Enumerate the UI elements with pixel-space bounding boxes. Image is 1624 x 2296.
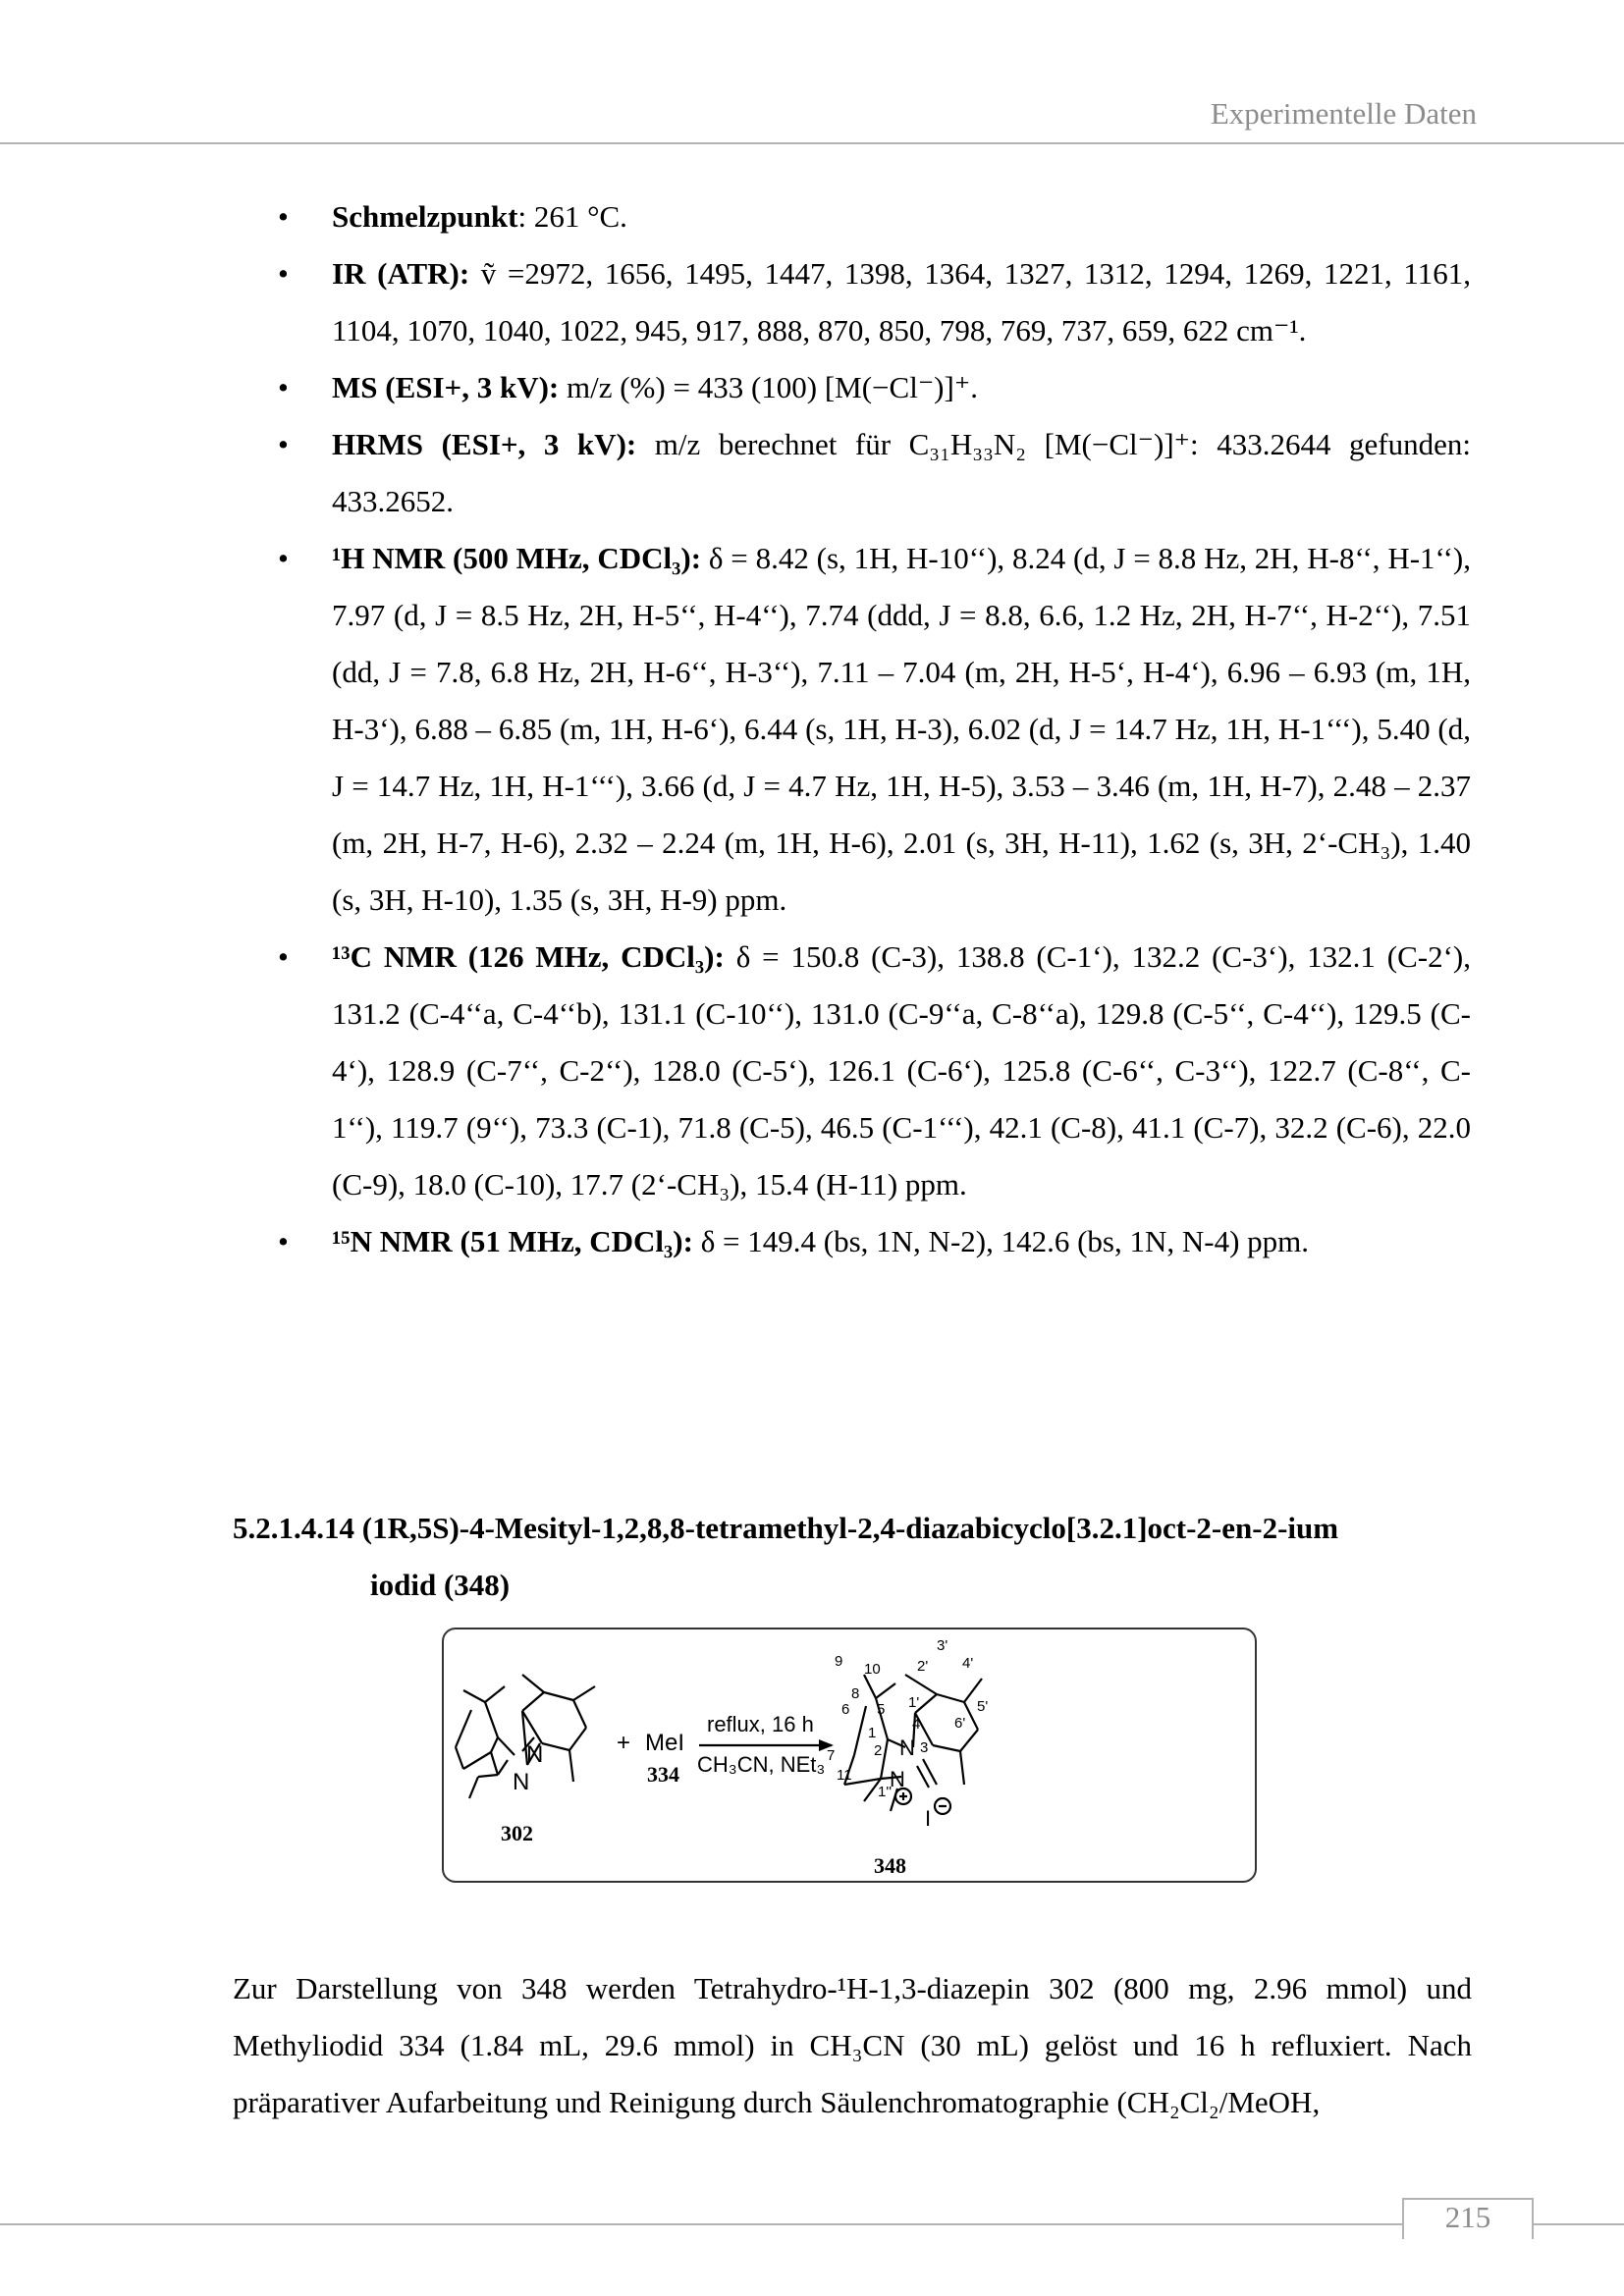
list-item-1h-nmr <box>278 530 1471 929</box>
locant-4p: 4' <box>962 1655 974 1672</box>
item-label: Schmelzpunkt <box>332 199 518 234</box>
item-label: ¹³C NMR (126 MHz, CDCl₃): <box>332 939 725 974</box>
locant-7: 7 <box>827 1747 836 1764</box>
product-atom-n4: N <box>899 1735 915 1760</box>
locant-6: 6 <box>841 1701 850 1718</box>
header-rule <box>0 142 1624 144</box>
list-item-ir <box>278 245 1471 359</box>
item-text: δ = 150.8 (C-3), 138.8 (C-1‘), 132.2 (C-3‘), 132.1 (C-2‘), 131.2 (C-4‘‘a, C-4‘‘b), 131.1 (C-10‘‘), 131.0 (C-9‘‘a, C-8‘‘a), 129.8 (C-5‘‘, C-4‘‘), 129.5 (C-4‘), 128.9 (C-7‘‘, C-2‘‘), 128.0 (C-5‘), 126.1 (C-6‘), 125.8 (C-6‘‘, C-3‘‘), 122.7 (C-8‘‘, C-1‘‘), 119.7 (9‘‘), 73.3 (C-1), 71.8 (C-5), 46.5 (C-1‘‘‘), 42.1 (C-8), 41.1 (C-7), 32.2 (C-6), 22.0 (C-9), 18.0 (C-10), 17.7 (2‘-CH₃), 15.4 (H-11) ppm. <box>332 939 1471 1201</box>
list-item-melting-point <box>278 188 1471 245</box>
reaction-scheme <box>442 1628 1257 1883</box>
locant-3: 3 <box>920 1739 929 1756</box>
locant-2p: 2' <box>917 1658 929 1675</box>
reactant-atom-n1: N <box>526 1741 544 1768</box>
reagent-id: 334 <box>647 1762 679 1787</box>
item-text: : 261 °C. <box>517 199 627 234</box>
list-item-ms <box>278 359 1471 416</box>
reagent-formula: MeI <box>645 1730 685 1756</box>
locant-1pp: 1'' <box>878 1784 893 1800</box>
item-label: ¹⁵N NMR (51 MHz, CDCl₃): <box>332 1224 693 1258</box>
procedure-paragraph: Zur Darstellung von 348 werden Tetrahydro-¹H-1,3-diazepin 302 (800 mg, 2.96 mmol) und Methyliodid 334 (1.84 mL, 29.6 mmol) in CH₃CN (30 mL) gelöst und 16 h refluxiert. Nach präparativer Aufarbeitung und Reinigung durch Säulenchromatographie (CH₂Cl₂/MeOH, <box>233 1971 1472 2119</box>
item-label: HRMS (ESI+, 3 kV): <box>332 427 637 461</box>
section-number: 5.2.1.4.14 <box>233 1511 354 1545</box>
characterization-list <box>278 188 1471 1270</box>
list-item-15n-nmr <box>278 1213 1471 1270</box>
locant-6p: 6' <box>954 1715 966 1732</box>
footer-rule <box>0 2223 1624 2225</box>
item-text: m/z (%) = 433 (100) [M(−Cl⁻)]⁺. <box>559 370 978 404</box>
locant-4: 4 <box>912 1716 921 1733</box>
product-id: 348 <box>874 1853 906 1878</box>
locant-2: 2 <box>874 1742 883 1759</box>
locant-1: 1 <box>868 1725 877 1741</box>
conditions-above: reflux, 16 h <box>707 1712 814 1736</box>
item-text: ṽ =2972, 1656, 1495, 1447, 1398, 1364, 1327, 1312, 1294, 1269, 1221, 1161, 1104, 1070, 1040, 1022, 945, 917, 888, 870, 850, 798, 769, 737, 659, 622 cm⁻¹. <box>332 256 1471 347</box>
section-heading <box>233 1500 1470 1614</box>
reaction-scheme-drawing <box>444 1629 1259 1885</box>
locant-11: 11 <box>837 1767 852 1784</box>
item-label: IR (ATR): <box>332 256 470 291</box>
locant-3p: 3' <box>937 1637 948 1654</box>
item-text: δ = 149.4 (bs, 1N, N-2), 142.6 (bs, 1N, N-4) ppm. <box>692 1224 1310 1258</box>
list-item-hrms <box>278 416 1471 530</box>
locant-1p: 1' <box>908 1694 920 1711</box>
running-head: Experimentelle Daten <box>1210 96 1477 131</box>
item-label: ¹H NMR (500 MHz, CDCl₃): <box>332 541 702 575</box>
reactant-id: 302 <box>501 1821 533 1845</box>
list-item-13c-nmr <box>278 929 1471 1213</box>
locant-10: 10 <box>864 1661 881 1678</box>
locant-5p: 5' <box>977 1698 989 1715</box>
plus-sign: + <box>617 1730 631 1756</box>
conditions-below: CH₃CN, NEt₃ <box>697 1752 826 1777</box>
locant-9: 9 <box>835 1653 843 1670</box>
section-title-line1: (1R,5S)-4-Mesityl-1,2,8,8-tetramethyl-2,4-diazabicyclo[3.2.1]oct-2-en-2-ium <box>361 1511 1339 1545</box>
locant-8: 8 <box>851 1685 860 1702</box>
item-text: δ = 8.42 (s, 1H, H-10‘‘), 8.24 (d, J = 8.8 Hz, 2H, H-8‘‘, H-1‘‘), 7.97 (d, J = 8.5 Hz, 2H, H-5‘‘, H-4‘‘), 7.74 (ddd, J = 8.8, 6.6, 1.2 Hz, 2H, H-7‘‘, H-2‘‘), 7.51 (dd, J = 7.8, 6.8 Hz, 2H, H-6‘‘, H-3‘‘), 7.11 – 7.04 (m, 2H, H-5‘, H-4‘), 6.96 – 6.93 (m, 1H, H-3‘), 6.88 – 6.85 (m, 1H, H-6‘), 6.44 (s, 1H, H-3), 6.02 (d, J = 14.7 Hz, 1H, H-1‘‘‘), 5.40 (d, J = 14.7 Hz, 1H, H-1‘‘‘), 3.66 (d, J = 4.7 Hz, 1H, H-5), 3.53 – 3.46 (m, 1H, H-7), 2.48 – 2.37 (m, 2H, H-7, H-6), 2.32 – 2.24 (m, 1H, H-6), 2.01 (s, 3H, H-11), 1.62 (s, 3H, 2‘-CH₃), 1.40 (s, 3H, H-10), 1.35 (s, 3H, H-9) ppm. <box>332 541 1471 917</box>
product-atom-n2: N <box>890 1767 905 1791</box>
page-number: 215 <box>1444 2200 1491 2234</box>
locant-5: 5 <box>877 1701 886 1718</box>
reactant-atom-n2: N <box>513 1769 530 1795</box>
item-label: MS (ESI+, 3 kV): <box>332 370 560 404</box>
iodide-atom: I <box>925 1806 932 1831</box>
item-text: m/z berechnet für C₃₁H₃₃N₂ [M(−Cl⁻)]⁺: 433.2644 gefunden: 433.2652. <box>332 427 1471 518</box>
section-title-line2: iodid (348) <box>370 1568 511 1602</box>
